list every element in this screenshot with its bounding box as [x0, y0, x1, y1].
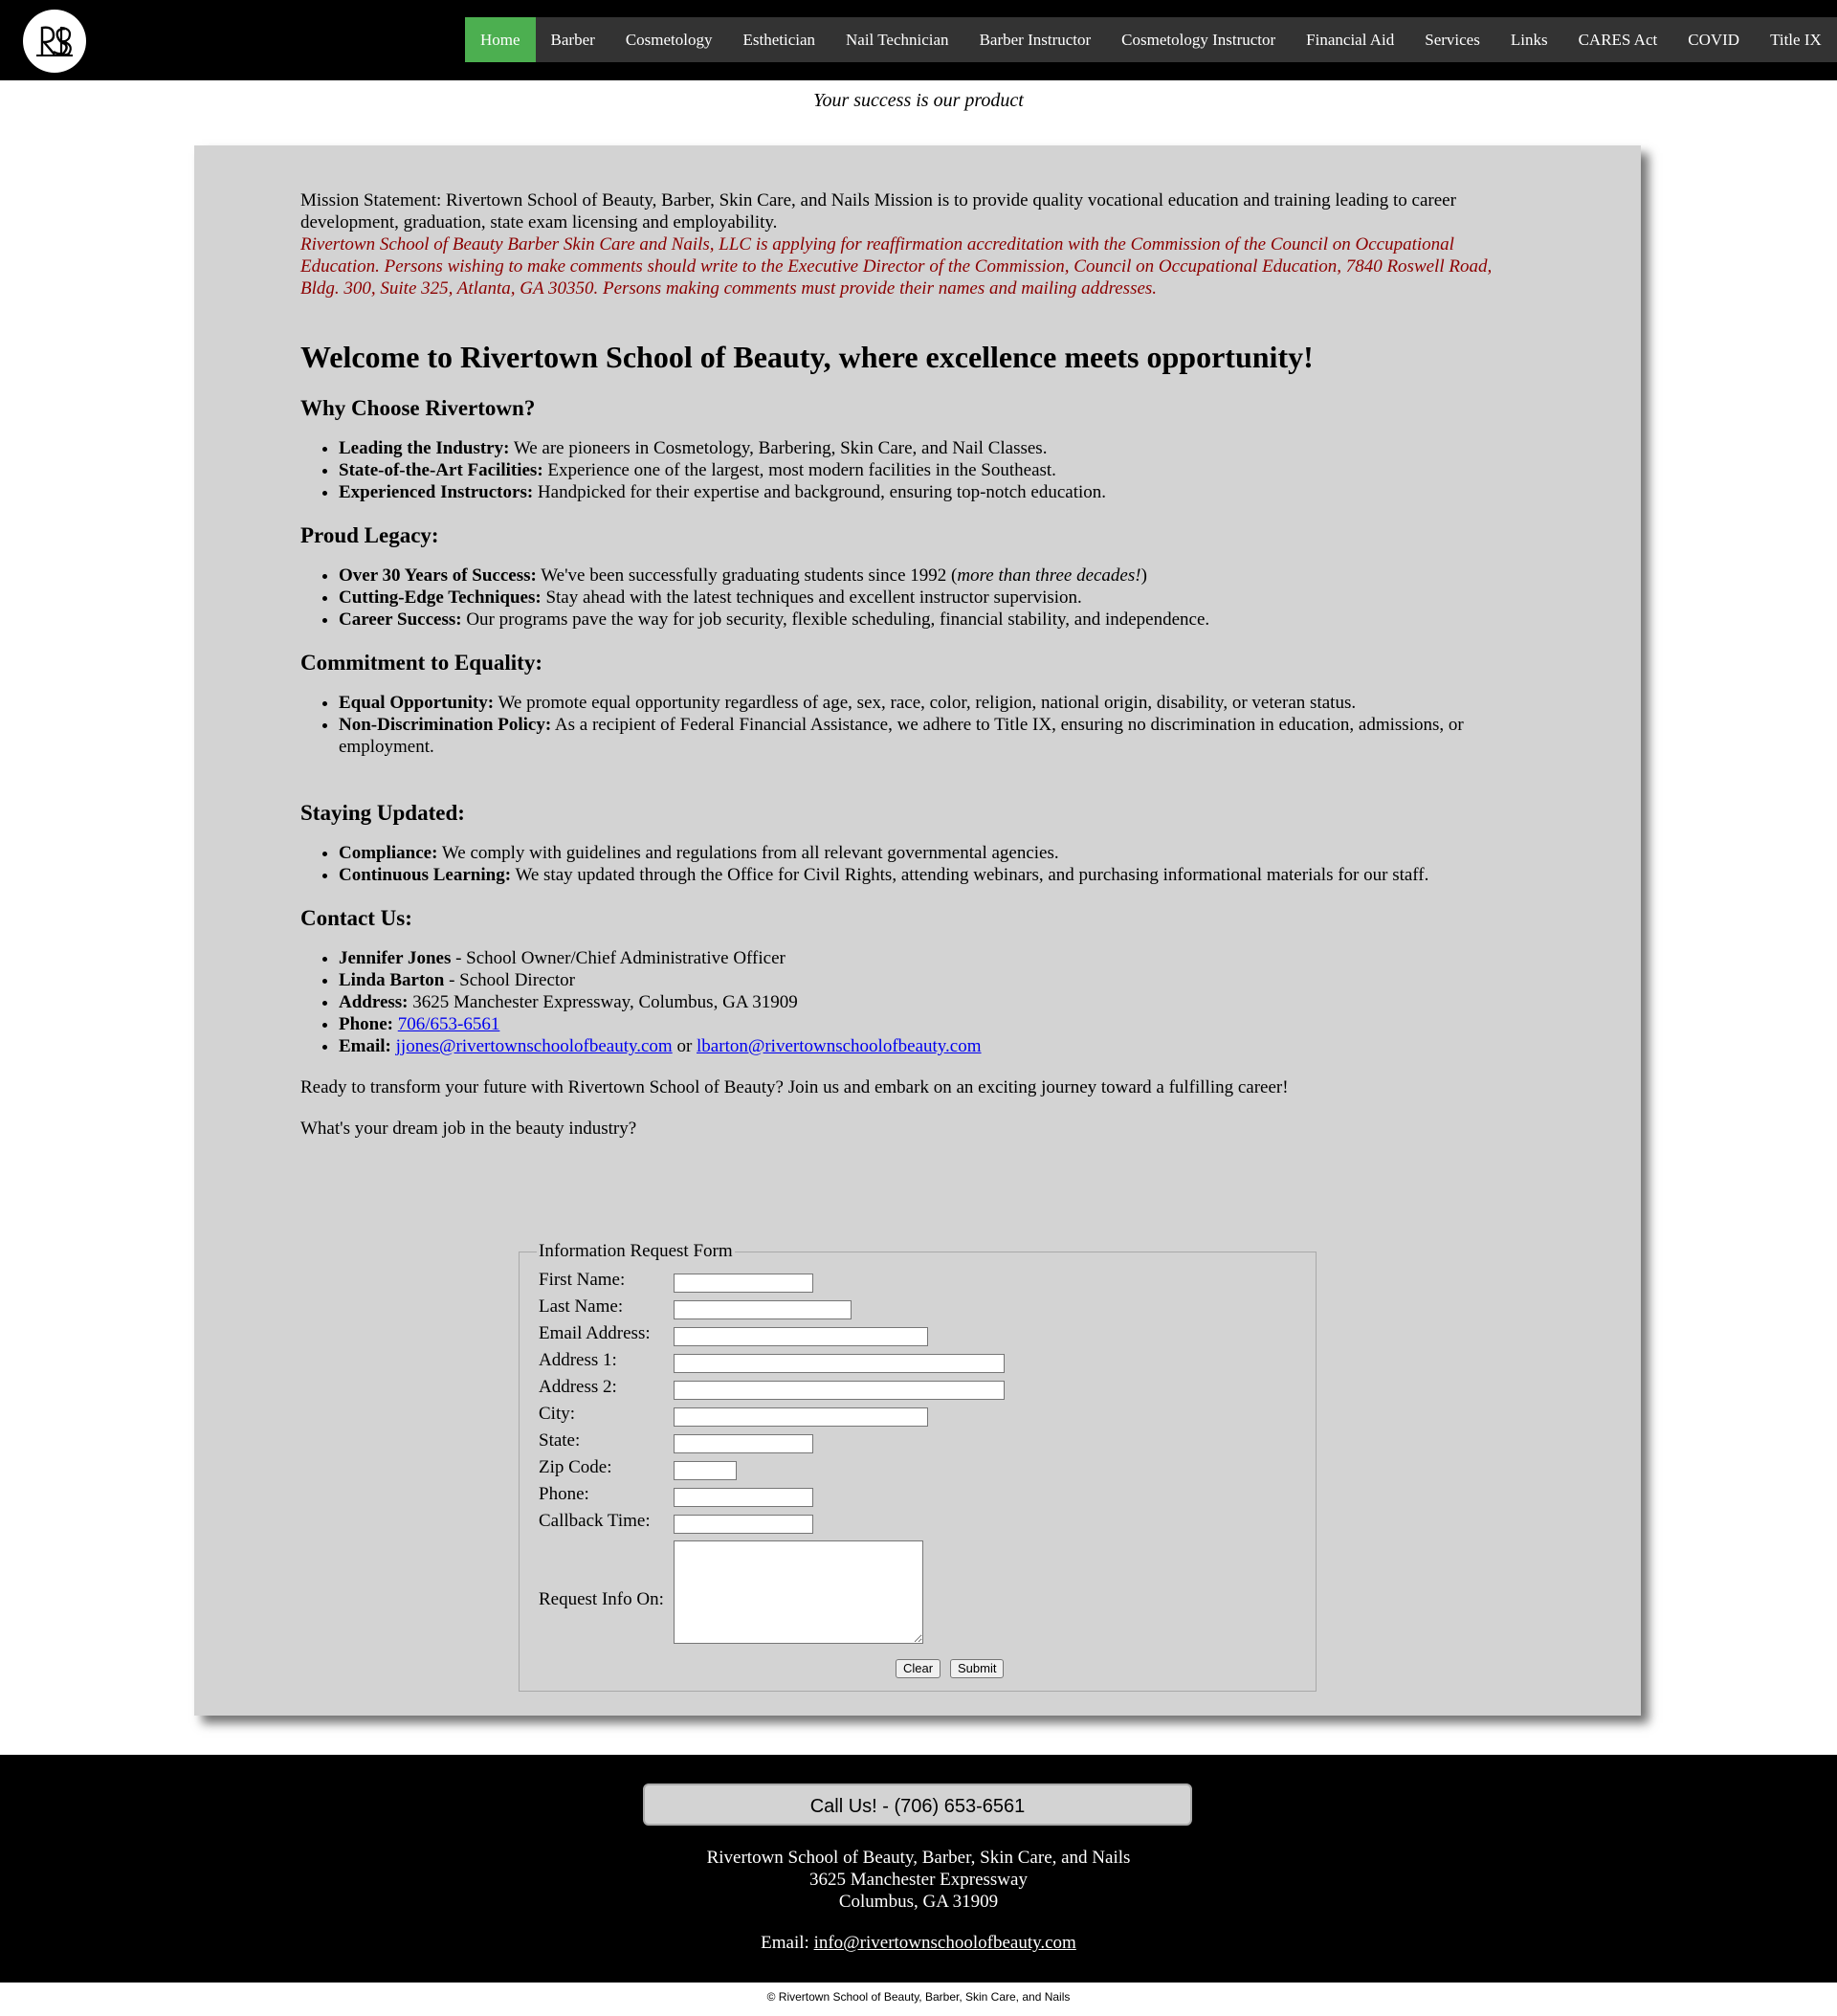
contact-list [300, 947, 1535, 1057]
dream-job-question: What's your dream job in the beauty industry? [300, 1119, 637, 1139]
welcome-heading: Welcome to Rivertown School of Beauty, where excellence meets opportunity! [300, 340, 1314, 374]
item-text: Stay ahead with the latest techniques and excellent instructor supervision. [541, 587, 1082, 608]
item-text: We are pioneers in Cosmetology, Barbering, Skin Care, and Nail Classes. [509, 438, 1048, 458]
page-footer [0, 1755, 1837, 1983]
footer-email-line [0, 1932, 1837, 1954]
list-item [339, 609, 1535, 631]
call-us-button[interactable]: Call Us! - (706) 653-6561 [643, 1783, 1192, 1826]
zip-label: Zip Code: [539, 1457, 612, 1477]
phone-label: Phone: [539, 1484, 589, 1504]
item-text: As a recipient of Federal Financial Assistance, we adhere to Title IX, ensuring no discrimination in education, admissions, or employment. [339, 715, 1464, 757]
clear-button[interactable]: Clear [896, 1659, 941, 1678]
nav-title-ix[interactable]: Title IX [1770, 31, 1822, 49]
item-text: Handpicked for their expertise and background, ensuring top-notch education. [533, 482, 1107, 502]
accreditation-notice: Rivertown School of Beauty Barber Skin Care and Nails, LLC is applying for reaffirmation accreditation with the Commission of the Council on Occupational Education. Persons wishing to make comments should write to the Executive Director of the Commission, Council on Occupational Education, 7840 Roswell Road, Bldg. 300, Suite 325, Atlanta, GA 30350. Persons making comments must provide their names and mailing addresses. [300, 234, 1493, 299]
item-title: Equal Opportunity: [339, 693, 495, 713]
item-title: Non-Discrimination Policy: [339, 715, 552, 735]
phone-label: Phone: [339, 1014, 393, 1034]
list-item [339, 947, 1535, 969]
list-item [339, 459, 1535, 481]
equality-list [300, 692, 1535, 758]
item-emphasis: more than three decades! [957, 565, 1141, 586]
list-item [339, 991, 1535, 1013]
nav-barber[interactable]: Barber [550, 31, 595, 49]
main-nav [465, 17, 1837, 62]
item-title: Over 30 Years of Success: [339, 565, 537, 586]
list-item [339, 714, 1535, 758]
list-item [339, 587, 1535, 609]
nav-esthetician[interactable]: Esthetician [742, 31, 816, 49]
email-label: Email: [339, 1036, 391, 1056]
item-text: We promote equal opportunity regardless of age, sex, race, color, religion, national origin, disability, or veteran status. [494, 693, 1357, 713]
info-request-form [519, 1241, 1317, 1692]
updated-heading: Staying Updated: [300, 801, 465, 825]
zip-field[interactable] [674, 1461, 737, 1480]
address-text: 3625 Manchester Expressway, Columbus, GA 31909 [408, 992, 798, 1012]
list-item [339, 842, 1535, 864]
email-link-jjones[interactable]: jjones@rivertownschoolofbeauty.com [395, 1036, 673, 1056]
item-text: We stay updated through the Office for Civil Rights, attending webinars, and purchasing informational materials for our staff. [511, 865, 1429, 885]
list-item [339, 864, 1535, 886]
item-text: Our programs pave the way for job security, flexible scheduling, financial stability, and independence. [461, 609, 1210, 630]
form-legend: Information Request Form [539, 1241, 733, 1261]
address1-label: Address 1: [539, 1350, 617, 1370]
director-name: Linda Barton [339, 970, 445, 990]
nav-covid[interactable]: COVID [1688, 31, 1740, 49]
list-item [339, 481, 1535, 503]
address2-field[interactable] [674, 1381, 1005, 1400]
footer-street: 3625 Manchester Expressway [809, 1870, 1028, 1890]
item-title: State-of-the-Art Facilities: [339, 460, 543, 480]
footer-city: Columbus, GA 31909 [838, 1892, 999, 1912]
owner-role: - School Owner/Chief Administrative Officer [451, 948, 786, 968]
phone-link[interactable]: 706/653-6561 [397, 1014, 500, 1034]
legacy-heading: Proud Legacy: [300, 523, 439, 547]
item-title: Continuous Learning: [339, 865, 512, 885]
tagline: Your success is our product [813, 90, 1024, 111]
state-label: State: [539, 1430, 581, 1451]
address1-field[interactable] [674, 1354, 1005, 1373]
list-item [339, 565, 1535, 587]
list-item [339, 1035, 1535, 1057]
request-info-textarea[interactable] [674, 1540, 923, 1644]
nav-cosmetology[interactable]: Cosmetology [625, 31, 713, 49]
list-item [339, 692, 1535, 714]
mission-statement: Mission Statement: Rivertown School of Beauty, Barber, Skin Care, and Nails Mission is to provide quality vocational education and training leading to career development, graduation, state exam licensing and employability. [300, 190, 1456, 233]
email-field[interactable] [674, 1327, 928, 1346]
last-name-label: Last Name: [539, 1296, 624, 1317]
nav-barber-instructor[interactable]: Barber Instructor [979, 31, 1092, 49]
why-list [300, 437, 1535, 503]
top-header [0, 0, 1837, 80]
nav-cosmetology-instructor[interactable]: Cosmetology Instructor [1121, 31, 1276, 49]
city-field[interactable] [674, 1407, 928, 1427]
item-text: We've been successfully graduating students since 1992 ( [536, 565, 958, 586]
contact-heading: Contact Us: [300, 906, 412, 930]
why-heading: Why Choose Rivertown? [300, 396, 536, 420]
state-field[interactable] [674, 1434, 813, 1453]
list-item [339, 437, 1535, 459]
submit-button[interactable]: Submit [950, 1659, 1004, 1678]
item-title: Leading the Industry: [339, 438, 510, 458]
first-name-field[interactable] [674, 1274, 813, 1293]
item-text: Experience one of the largest, most modern facilities in the Southeast. [542, 460, 1056, 480]
updated-list [300, 842, 1535, 886]
item-text: We comply with guidelines and regulations from all relevant governmental agencies. [437, 843, 1059, 863]
owner-name: Jennifer Jones [339, 948, 452, 968]
nav-links[interactable]: Links [1510, 31, 1548, 49]
address-label: Address: [339, 992, 409, 1012]
cta-text: Ready to transform your future with Rivertown School of Beauty? Join us and embark on an exciting journey toward a fulfilling career! [300, 1077, 1289, 1097]
copyright: © Rivertown School of Beauty, Barber, Skin Care, and Nails [766, 1990, 1071, 2004]
item-title: Cutting-Edge Techniques: [339, 587, 542, 608]
nav-home[interactable]: Home [465, 17, 536, 62]
email-link-lbarton[interactable]: lbarton@rivertownschoolofbeauty.com [697, 1036, 982, 1056]
list-item [339, 1013, 1535, 1035]
content-column [300, 189, 1535, 1140]
nav-financial-aid[interactable]: Financial Aid [1306, 31, 1395, 49]
callback-time-label: Callback Time: [539, 1511, 651, 1531]
email-label: Email Address: [539, 1323, 651, 1343]
director-role: - School Director [444, 970, 575, 990]
nav-cares-act[interactable]: CARES Act [1578, 31, 1658, 49]
legacy-list [300, 565, 1535, 631]
item-title: Experienced Instructors: [339, 482, 534, 502]
footer-email-link[interactable]: info@rivertownschoolofbeauty.com [813, 1933, 1076, 1953]
main-content-panel [194, 145, 1641, 1716]
nav-nail-technician[interactable]: Nail Technician [846, 31, 949, 49]
last-name-field[interactable] [674, 1300, 852, 1319]
item-title: Compliance: [339, 843, 438, 863]
first-name-label: First Name: [539, 1270, 626, 1290]
request-info-label: Request Info On: [539, 1589, 664, 1609]
address2-label: Address 2: [539, 1377, 617, 1397]
phone-field[interactable] [674, 1488, 813, 1507]
nav-services[interactable]: Services [1425, 31, 1480, 49]
rsb-monogram-icon [23, 10, 86, 73]
item-title: Career Success: [339, 609, 462, 630]
list-item [339, 969, 1535, 991]
equality-heading: Commitment to Equality: [300, 651, 542, 675]
item-text-after: ) [1140, 565, 1147, 586]
school-logo[interactable] [23, 10, 86, 73]
callback-time-field[interactable] [674, 1515, 813, 1534]
footer-school-name: Rivertown School of Beauty, Barber, Skin Care, and Nails [706, 1848, 1131, 1868]
city-label: City: [539, 1404, 576, 1424]
email-or: or [672, 1036, 697, 1056]
footer-email-label: Email: [761, 1933, 814, 1953]
